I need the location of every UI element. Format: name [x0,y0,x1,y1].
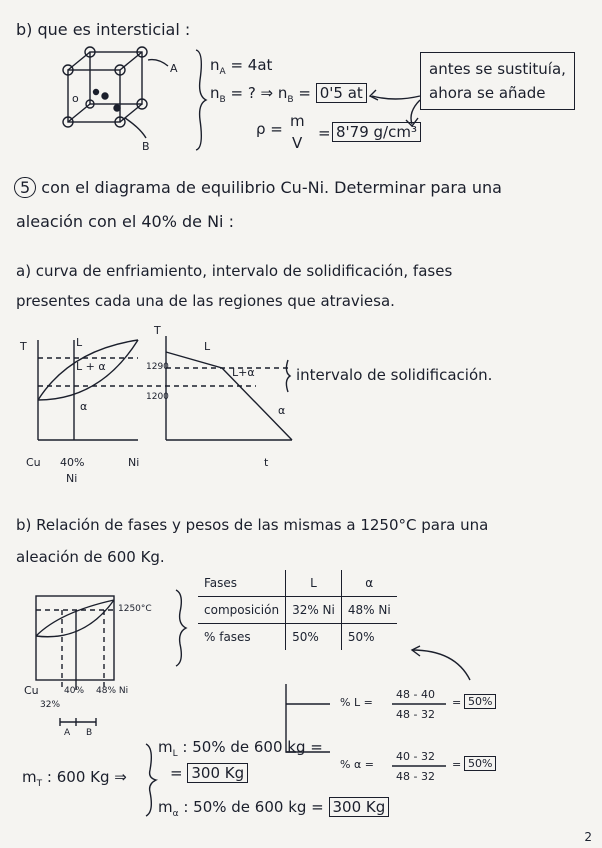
brace-1 [196,50,206,150]
rho-lhs: ρ = [256,120,283,138]
atom-label-a: A [170,62,178,75]
mass-alpha: $m_\alpha$ : 50% de 600 kg = 300 Kg [158,798,389,819]
lever-label-b: B [86,728,93,738]
diag-a-x-cu: Cu [26,456,41,469]
table-row [198,624,397,651]
table-cell: 32% Ni [286,597,342,624]
problem-number: 5 [14,177,36,198]
diag-b-x-32: 32% [40,700,61,710]
table-header-alpha: α [341,570,396,597]
diag-b-temp: 1250°C [118,604,152,614]
nb-value-box: 0'5 at [316,83,367,103]
calc-a-den: 48 - 32 [396,770,435,783]
cool-axis-time: t [264,456,269,469]
part-a-line2: presentes cada una de las regiones que atraviesa. [16,292,395,310]
cool-region-alpha: α [278,404,286,417]
cool-temp-high: 1290 [146,362,169,372]
diag-b-x-cu: Cu [24,684,39,697]
atom-label-b: B [142,140,150,153]
part-a-line1: a) curva de enfriamiento, intervalo de solidificación, fases [16,262,453,280]
table-row [198,597,397,624]
diag-a-region-l: L [76,336,83,349]
table-cell-label: composición [198,597,286,624]
diag-a-x-ni-under: Ni [66,472,78,485]
cool-axis-t: T [154,324,161,337]
diag-a-region-l-alpha: L + α [76,360,106,373]
mass-l-result: 300 Kg [187,763,248,783]
phase-table [198,570,397,650]
rho-eq: = [318,124,331,142]
cooling-curve [138,336,292,440]
lever-label-a: A [64,728,71,738]
mass-total: $m_T$ : 600 Kg ⇒ [22,768,127,789]
table-cell: 50% [341,624,396,651]
mass-alpha-result: 300 Kg [329,797,390,817]
note-arrow [372,96,420,99]
rho-value-box: 8'79 g/cm³ [332,122,421,142]
brace-3 [146,744,156,816]
section-b1-title: b) que es intersticial : [16,20,191,39]
calc-l-lhs: % L = [340,696,373,709]
calc-a-lhs: % α = [340,758,374,771]
atom-label-o: o [72,92,79,105]
table-cell: 48% Ni [341,597,396,624]
diag-a-x-ni: Ni [128,456,140,469]
table-header-row [198,570,397,597]
na-line: $n_A = 4at$ [210,56,273,77]
cool-temp-low: 1200 [146,392,169,402]
problem-5-line2: aleación con el 40% de Ni : [16,212,234,231]
diag-a-x-40: 40% [60,456,85,469]
calc-a-result: 50% [464,756,496,771]
table-header-l: L [286,570,342,597]
nb-line: $n_B$ = ? ⇒ $n_B = 0'5$ at [210,84,367,105]
table-arrow [412,650,470,680]
rho-den: V [292,134,303,152]
calc-l-den: 48 - 32 [396,708,435,721]
diag-b-x-40: 40% [64,686,85,696]
calc-a-eq: = [452,758,462,771]
mass-l-result-line: = 300 Kg [170,764,248,782]
part-b-line2: aleación de 600 Kg. [16,548,165,566]
part-b-line1: b) Relación de fases y pesos de las mismas a 1250°C para una [16,516,489,534]
cool-region-l: L [204,340,211,353]
phase-diagram-a [38,340,138,440]
table-header-fases: Fases [198,570,286,597]
page-number: 2 [584,830,592,844]
calc-a-num: 40 - 32 [396,750,435,763]
table-cell: 50% [286,624,342,651]
diag-a-axis-t: T [20,340,27,353]
rho-num: m [290,112,305,130]
calc-l-eq: = [452,696,462,709]
problem-5-line1: 5 con el diagrama de equilibrio Cu-Ni. Determinar para una [14,178,502,197]
note-box: antes se sustituía, ahora se añade [420,52,575,110]
table-cell-label: % fases [204,630,251,644]
diag-a-region-alpha: α [80,400,88,413]
cool-interval-label: intervalo de solidificación. [296,366,493,384]
calc-l-result: 50% [464,694,496,709]
cool-region-l-alpha: L+α [232,366,255,379]
diag-b-x-48: 48% Ni [96,686,129,696]
mass-l: $m_L$ : 50% de 600 kg = [158,738,323,759]
brace-2 [176,590,186,666]
calc-l-num: 48 - 40 [396,688,435,701]
